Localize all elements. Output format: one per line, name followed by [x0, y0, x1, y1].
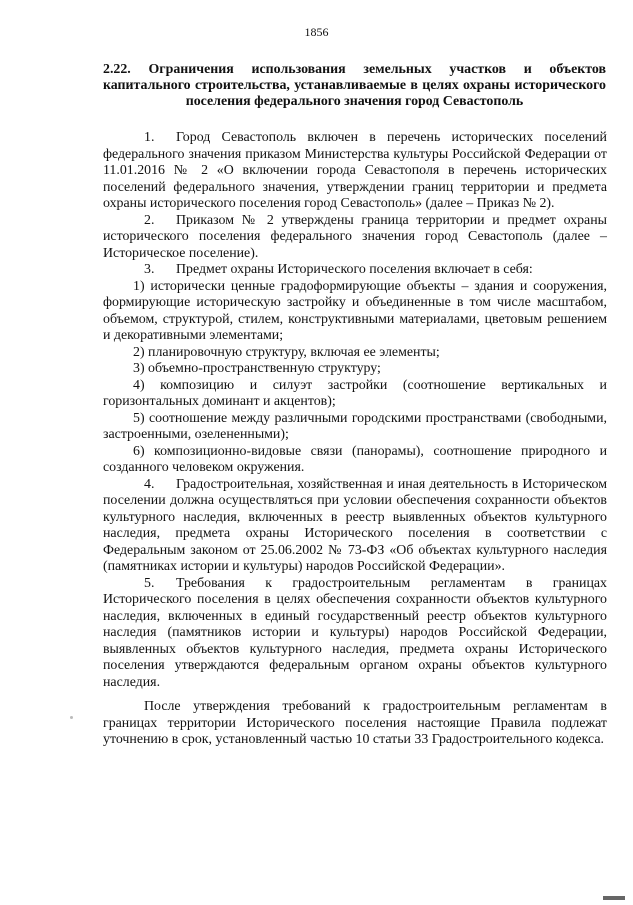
- page-number: 1856: [304, 25, 329, 39]
- paragraph-5: [103, 576, 607, 692]
- list-item: 5) соотношение между различными городскими пространствами (свободными, застроенными, озелененными);: [103, 410, 607, 442]
- list-item: 1) исторически ценные градоформирующие объекты – здания и сооружения, формирующие историческую застройку и объединенные в том числе масштабом, объемом, структурой, стилем, конструктивными материалами, цветовым решением и декоративными элементами;: [103, 278, 607, 343]
- list-item: 3) объемно-пространственную структуру;: [133, 361, 381, 376]
- section-heading: 2.22. Ограничения использования земельных участков и объектов капитального строительства, устанавливаемые в целях охраны исторического поселения федерального значения город Севастополь: [103, 62, 606, 109]
- paragraph-1-number: 1.: [144, 130, 155, 145]
- paragraph-2: [103, 213, 607, 263]
- paragraph-2-text: Приказом № 2 утверждены граница территории и предмет охраны исторического поселения федерального значения город Севастополь (далее – Историческое поселение).: [103, 212, 607, 261]
- paragraph-2-number: 2.: [144, 212, 155, 228]
- paragraph-1-text: Город Севастополь включен в перечень исторических поселений федерального значения приказом Министерства культуры Российской Федерации от 11.01.2016 № 2 «О включении города Севастополя в перечень исторических поселений федерального значения, утверждении границ территории и предмета охраны исторического поселения город Севастополь» (далее – Приказ № 2).: [103, 130, 607, 211]
- paragraph-4: [103, 477, 607, 576]
- paragraph-5-number: 5.: [144, 575, 155, 591]
- scan-corner-mark: [603, 896, 625, 900]
- paragraph-3-text: Предмет охраны Исторического поселения включает в себя:: [176, 262, 533, 277]
- paragraph-5-text: Требования к градостроительным регламентам в границах Исторического поселения в целях обеспечения сохранности объектов культурного наследия, включенных в единый государственный реестр объектов культурного наследия (памятников истории и культуры) народов Российской Федерации, выявленных объектов культурного наследия, предмета охраны Исторического поселения утверждаются федеральным органом охраны объектов культурного наследия.: [103, 575, 607, 690]
- paragraph-4-number: 4.: [144, 476, 155, 492]
- paragraph-3-number: 3.: [144, 262, 155, 277]
- list-item: 2) планировочную структуру, включая ее элементы;: [133, 344, 440, 360]
- document-body: [103, 130, 607, 749]
- scan-speck: [70, 716, 73, 719]
- list-item: 4) композицию и силуэт застройки (соотношение вертикальных и горизонтальных доминант и акцентов);: [103, 377, 607, 409]
- paragraph-6: После утверждения требований к градостроительным регламентам в границах территории Исторического поселения настоящие Правила подлежат уточнению в срок, установленный частью 10 статьи 33 Градостроительного кодекса.: [103, 699, 607, 747]
- paragraph-4-text: Градостроительная, хозяйственная и иная деятельность в Историческом поселении должна осуществляться при условии обеспечения сохранности объектов культурного наследия, включенных в реестр выявленных объектов культурного наследия, предмета охраны Исторического поселения в соответствии с Федеральным законом от 25.06.2002 № 73-ФЗ «Об объектах культурного наследия (памятниках истории и культуры) народов Российской Федерации».: [103, 476, 607, 574]
- paragraph-3: [103, 262, 607, 279]
- list-item: 6) композиционно-видовые связи (панорамы), соотношение природного и созданного человеком окружения.: [103, 443, 607, 475]
- paragraph-1: [103, 130, 607, 213]
